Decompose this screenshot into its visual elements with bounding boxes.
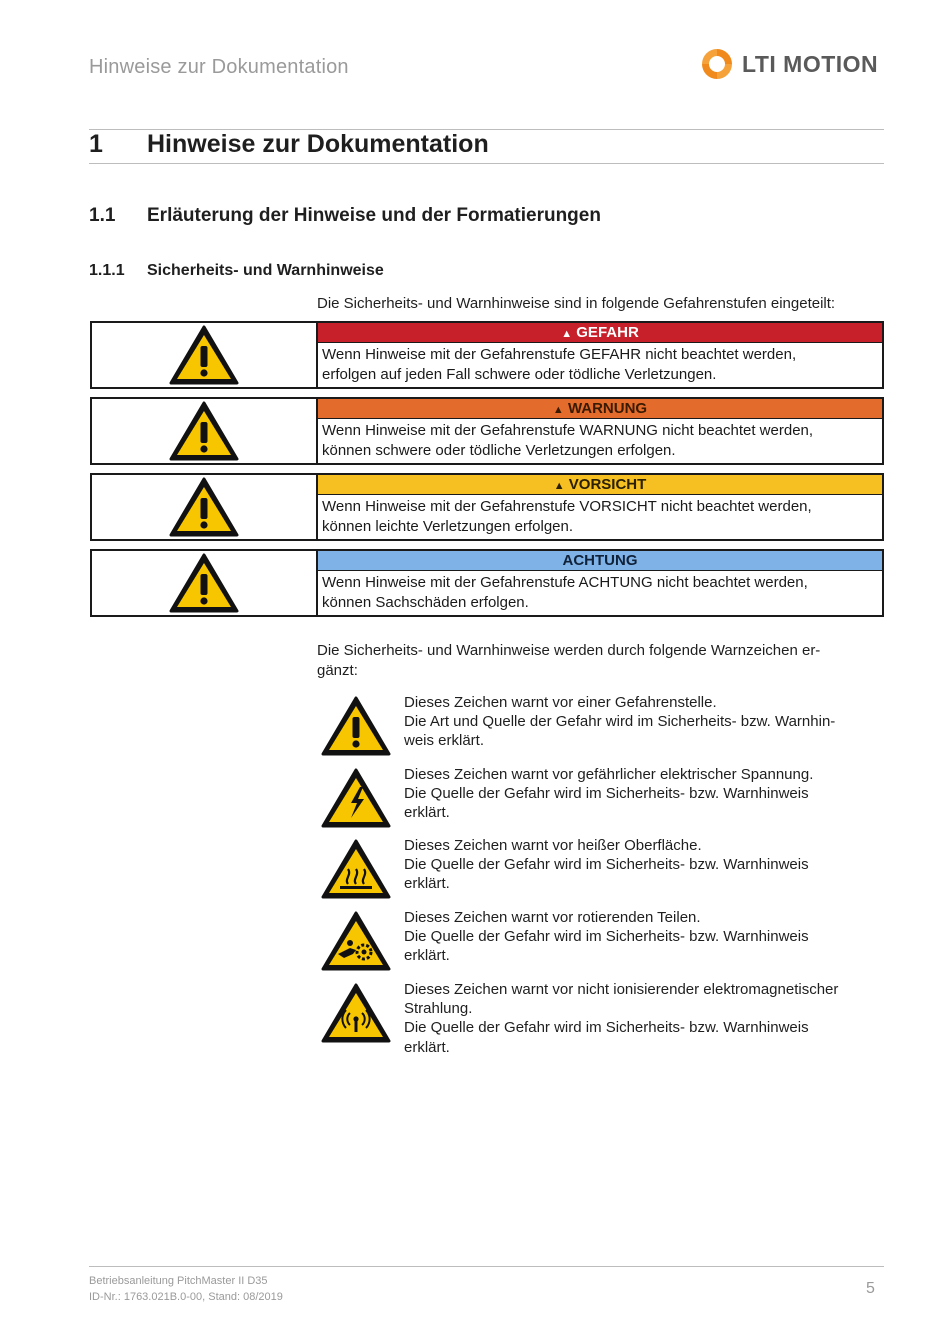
signal-symbol-icon: ▲ [561,328,573,340]
signal-bar-notice [318,551,882,571]
warning-sign-text [404,765,874,823]
warning-triangle-icon [168,400,240,462]
subsection-title: Sicherheits- und Warnhinweise [147,262,384,279]
signal-description-line: können leichte Verletzungen erfolgen. [322,517,574,535]
warning-sign-line: Die Quelle der Gefahr wird im Sicherheits- bzw. Warnhinweis [404,928,809,946]
signal-symbol-icon: ▲ [553,480,565,492]
rotating-parts-icon [320,910,392,972]
subsection-number: 1.1.1 [89,262,125,279]
signal-description-line: Wenn Hinweise mit der Gefahrenstufe WARNUNG nicht beachtet werden, [322,422,814,439]
warning-triangle-icon [168,476,240,538]
warning-sign-line: erklärt. [404,804,450,822]
running-header: Hinweise zur Dokumentation [89,56,349,78]
signal-label: ACHTUNG [562,552,638,569]
signal-icon-cell [92,323,318,387]
page-number: 5 [866,1280,875,1297]
warning-sign-line: Die Art und Quelle der Gefahr wird im Sicherheits- bzw. Warnhin- [404,713,836,731]
general-warning-icon [320,695,392,757]
warning-sign-item [320,694,836,757]
signs-intro-line: Die Sicherheits- und Warnhinweise werden durch folgende Warnzeichen er- [317,642,821,659]
signal-box-danger [90,321,884,389]
warning-sign-text [404,836,874,894]
warning-sign-line: Die Quelle der Gefahr wird im Sicherheits- bzw. Warnhinweis [404,785,809,803]
signal-description [318,571,882,614]
signal-box-caution [90,473,884,541]
chapter-rule-bottom [89,163,884,164]
warning-sign-line: Die Quelle der Gefahr wird im Sicherheits- bzw. Warnhinweis [404,856,809,874]
signal-description-line: Wenn Hinweise mit der Gefahrenstufe GEFAHR nicht beachtet werden, [322,346,797,363]
signal-description-line: können schwere oder tödliche Verletzungen erfolgen. [322,441,676,459]
chapter-title: Hinweise zur Dokumentation [147,130,489,158]
warning-sign-line: Dieses Zeichen warnt vor einer Gefahrenstelle. [404,694,717,711]
signal-bar-warning [318,399,882,419]
warning-sign-line: Dieses Zeichen warnt vor gefährlicher elektrischer Spannung. [404,766,814,783]
radiation-icon [320,982,392,1044]
signal-icon-cell [92,399,318,463]
signal-description [318,343,882,386]
signal-description-line: Wenn Hinweise mit der Gefahrenstufe ACHTUNG nicht beachtet werden, [322,574,808,591]
signal-label: GEFAHR [576,324,639,341]
signal-bar-danger [318,323,882,343]
signal-description [318,495,882,538]
footer-document-id: ID-Nr.: 1763.021B.0-00, Stand: 08/2019 [89,1291,283,1303]
warning-sign-text [404,908,874,966]
signs-intro-text [317,641,862,680]
warning-sign-line: Dieses Zeichen warnt vor nicht ionisierender elektromagnetischer [404,981,839,998]
section-number: 1.1 [89,205,116,226]
company-logo [700,46,878,82]
signal-symbol-icon: ▲ [552,404,564,416]
warning-sign-item [320,766,814,829]
warning-sign-line: erklärt. [404,875,450,893]
warning-sign-text [404,693,874,751]
lti-logo-icon [700,47,734,81]
footer-rule [89,1266,884,1267]
warning-sign-item [320,837,809,900]
warning-sign-item [320,981,839,1056]
signs-intro-line: gänzt: [317,661,358,679]
signal-label: WARNUNG [567,400,648,417]
warning-sign-line: Die Quelle der Gefahr wird im Sicherheits- bzw. Warnhinweis [404,1019,809,1037]
signal-label: VORSICHT [568,476,647,493]
warning-sign-line: Dieses Zeichen warnt vor heißer Oberfläche. [404,837,702,854]
section-title: Erläuterung der Hinweise und der Formatierungen [147,205,601,226]
warning-sign-line: erklärt. [404,1038,450,1056]
signal-box-notice [90,549,884,617]
signal-bar-caution [318,475,882,495]
warning-triangle-icon [168,552,240,614]
warning-sign-line: erklärt. [404,947,450,965]
warning-sign-line: Strahlung. [404,1000,473,1018]
subsection-heading [89,262,384,280]
warning-sign-line: Dieses Zeichen warnt vor rotierenden Teilen. [404,909,701,926]
signal-icon-cell [92,475,318,539]
hot-surface-icon [320,838,392,900]
warning-triangle-icon [168,324,240,386]
warning-sign-item [320,909,809,972]
intro-text: Die Sicherheits- und Warnhinweise sind in folgende Gefahrenstufen eingeteilt: [317,295,836,312]
signal-description-line: erfolgen auf jeden Fall schwere oder tödliche Verletzungen. [322,365,717,383]
signal-description [318,419,882,462]
logo-text: LTI MOTION [742,50,879,77]
chapter-heading [89,130,489,159]
footer-document-title: Betriebsanleitung PitchMaster II D35 [89,1275,268,1287]
chapter-number: 1 [89,130,103,158]
signal-description-line: Wenn Hinweise mit der Gefahrenstufe VORSICHT nicht beachtet werden, [322,498,812,515]
section-heading [89,205,601,227]
warning-sign-line: weis erklärt. [404,732,485,750]
warning-sign-text [404,980,874,1057]
signal-icon-cell [92,551,318,615]
electric-voltage-icon [320,767,392,829]
signal-description-line: können Sachschäden erfolgen. [322,593,529,611]
signal-box-warning [90,397,884,465]
